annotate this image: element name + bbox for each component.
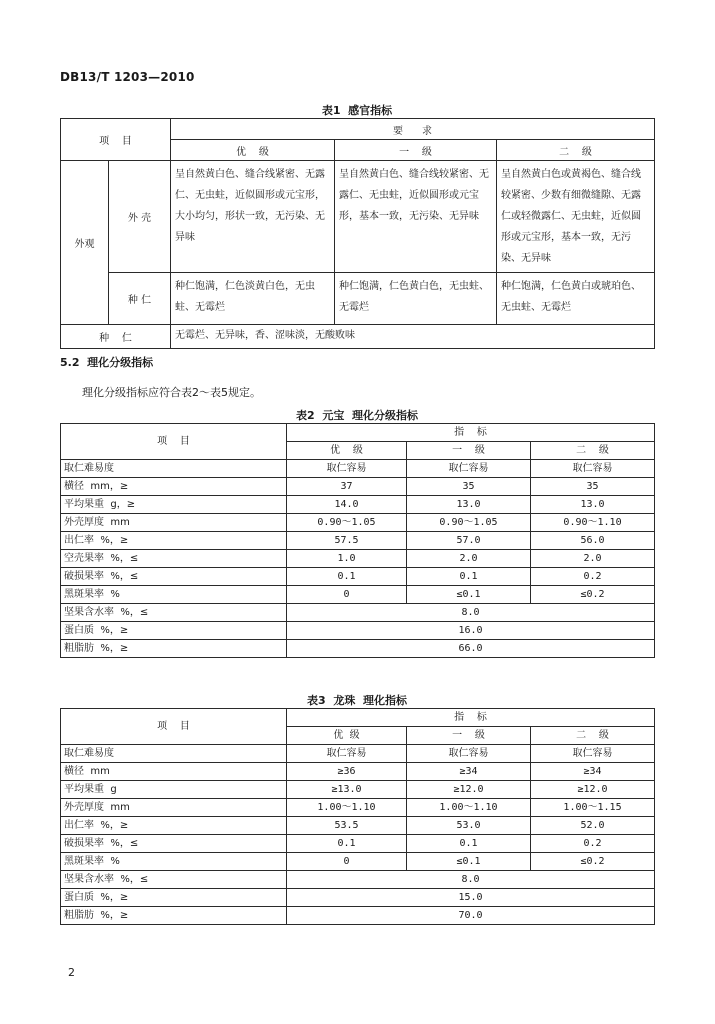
row-name: 黑斑果率 % bbox=[61, 853, 287, 871]
row-value: 53.0 bbox=[407, 817, 531, 835]
table1-cell: 种仁饱满，仁色黄白或琥珀色、无虫蛀、无霉烂 bbox=[497, 273, 655, 325]
table1-kernel-label: 种 仁 bbox=[109, 273, 171, 325]
row-value: 0.1 bbox=[287, 835, 407, 853]
row-value: 1.0 bbox=[287, 550, 407, 568]
table1-caption: 表1 感官指标 bbox=[321, 104, 393, 117]
table-row bbox=[61, 478, 655, 496]
row-value: 0.2 bbox=[531, 835, 655, 853]
row-name: 外壳厚度 mm bbox=[61, 799, 287, 817]
row-name: 粗脂肪 %，≥ bbox=[61, 640, 287, 658]
row-value: 52.0 bbox=[531, 817, 655, 835]
row-value: ≤0.1 bbox=[407, 586, 531, 604]
table1-shell-label: 外 壳 bbox=[109, 161, 171, 273]
table2-grade-header: 一 级 bbox=[407, 442, 531, 460]
row-value: ≥34 bbox=[407, 763, 531, 781]
row-value: 取仁容易 bbox=[531, 745, 655, 763]
table2-item-header: 项 目 bbox=[61, 424, 287, 460]
row-value: ≥13.0 bbox=[287, 781, 407, 799]
table1-item-header: 项 目 bbox=[61, 119, 171, 161]
row-value: ≥34 bbox=[531, 763, 655, 781]
row-value: 2.0 bbox=[407, 550, 531, 568]
row-value: 66.0 bbox=[287, 640, 655, 658]
table1 bbox=[60, 118, 655, 349]
row-value: 1.00～1.15 bbox=[531, 799, 655, 817]
table1-appearance-label: 外观 bbox=[61, 161, 109, 325]
table3-caption: 表3 龙珠 理化指标 bbox=[307, 694, 407, 707]
row-name: 平均果重 g，≥ bbox=[61, 496, 287, 514]
table-row bbox=[61, 907, 655, 925]
table1-grade-header: 优 级 bbox=[171, 140, 335, 161]
table2-grade-header: 二 级 bbox=[531, 442, 655, 460]
table3-index-header: 指 标 bbox=[287, 709, 655, 727]
table1-cell: 呈自然黄白色或黄褐色、缝合线较紧密、少数有细微缝隙、无露仁或轻微露仁、无虫蛀，近似圆形或元宝形，基本一致，无污染、无异味 bbox=[497, 161, 655, 273]
row-value: 8.0 bbox=[287, 871, 655, 889]
row-value: ≥12.0 bbox=[407, 781, 531, 799]
table-row bbox=[61, 853, 655, 871]
table3-grade-header: 优 级 bbox=[287, 727, 407, 745]
standard-number: DB13/T 1203—2010 bbox=[60, 70, 195, 84]
row-value: 56.0 bbox=[531, 532, 655, 550]
row-name: 黑斑果率 % bbox=[61, 586, 287, 604]
row-value: ≤0.2 bbox=[531, 853, 655, 871]
table-row bbox=[61, 817, 655, 835]
row-value: 取仁容易 bbox=[531, 460, 655, 478]
table1-kernel-row-label: 种 仁 bbox=[61, 325, 171, 349]
row-name: 出仁率 %，≥ bbox=[61, 532, 287, 550]
table-row bbox=[61, 640, 655, 658]
row-value: 0.90～1.05 bbox=[407, 514, 531, 532]
row-value: 70.0 bbox=[287, 907, 655, 925]
row-name: 横径 mm，≥ bbox=[61, 478, 287, 496]
table1-cell: 种仁饱满，仁色淡黄白色，无虫蛀、无霉烂 bbox=[171, 273, 335, 325]
table-row bbox=[61, 763, 655, 781]
row-name: 外壳厚度 mm bbox=[61, 514, 287, 532]
row-value: 0 bbox=[287, 853, 407, 871]
row-value: ≤0.2 bbox=[531, 586, 655, 604]
row-name: 粗脂肪 %，≥ bbox=[61, 907, 287, 925]
row-name: 破损果率 %，≤ bbox=[61, 835, 287, 853]
table1-cell: 种仁饱满，仁色黄白色，无虫蛀、无霉烂 bbox=[335, 273, 497, 325]
section-paragraph: 理化分级指标应符合表2～表5规定。 bbox=[82, 386, 261, 399]
row-name: 横径 mm bbox=[61, 763, 287, 781]
row-value: ≥36 bbox=[287, 763, 407, 781]
row-name: 蛋白质 %，≥ bbox=[61, 889, 287, 907]
table2-index-header: 指 标 bbox=[287, 424, 655, 442]
table-row bbox=[61, 532, 655, 550]
section-title: 5.2 理化分级指标 bbox=[60, 356, 154, 369]
row-value: 57.5 bbox=[287, 532, 407, 550]
row-name: 平均果重 g bbox=[61, 781, 287, 799]
table3-grade-header: 二 级 bbox=[531, 727, 655, 745]
row-value: 取仁容易 bbox=[407, 460, 531, 478]
row-value: 0.2 bbox=[531, 568, 655, 586]
row-value: 0.1 bbox=[407, 568, 531, 586]
table1-cell: 呈自然黄白色、缝合线紧密、无露仁、无虫蛀，近似圆形或元宝形，大小均匀，形状一致，无污染、无异味 bbox=[171, 161, 335, 273]
row-value: 16.0 bbox=[287, 622, 655, 640]
row-name: 坚果含水率 %，≤ bbox=[61, 871, 287, 889]
row-value: ≤0.1 bbox=[407, 853, 531, 871]
row-value: 37 bbox=[287, 478, 407, 496]
table2-grade-header: 优 级 bbox=[287, 442, 407, 460]
row-value: 15.0 bbox=[287, 889, 655, 907]
row-value: 0.90～1.10 bbox=[531, 514, 655, 532]
row-value: 取仁容易 bbox=[287, 745, 407, 763]
table-row bbox=[61, 550, 655, 568]
row-value: 1.00～1.10 bbox=[287, 799, 407, 817]
table3-item-header: 项 目 bbox=[61, 709, 287, 745]
row-value: ≥12.0 bbox=[531, 781, 655, 799]
row-value: 2.0 bbox=[531, 550, 655, 568]
table1-kernel-row-text: 无霉烂、无异味，香、涩味淡，无酸败味 bbox=[171, 325, 655, 349]
row-value: 0.1 bbox=[407, 835, 531, 853]
table-row bbox=[61, 799, 655, 817]
table2 bbox=[60, 423, 655, 658]
table-row bbox=[61, 604, 655, 622]
table-row bbox=[61, 496, 655, 514]
table-row bbox=[61, 460, 655, 478]
row-name: 取仁难易度 bbox=[61, 745, 287, 763]
table-row bbox=[61, 871, 655, 889]
table-row bbox=[61, 622, 655, 640]
table3-grade-header: 一 级 bbox=[407, 727, 531, 745]
row-value: 53.5 bbox=[287, 817, 407, 835]
row-value: 0.90～1.05 bbox=[287, 514, 407, 532]
table3 bbox=[60, 708, 655, 925]
table-row bbox=[61, 586, 655, 604]
table-row bbox=[61, 889, 655, 907]
table-row bbox=[61, 781, 655, 799]
row-value: 13.0 bbox=[407, 496, 531, 514]
table1-requirement-header: 要 求 bbox=[171, 119, 655, 140]
table-row bbox=[61, 835, 655, 853]
row-name: 空壳果率 %，≤ bbox=[61, 550, 287, 568]
table1-grade-header: 二 级 bbox=[497, 140, 655, 161]
table1-cell: 呈自然黄白色、缝合线较紧密、无露仁、无虫蛀，近似圆形或元宝形，基本一致，无污染、无异味 bbox=[335, 161, 497, 273]
row-value: 35 bbox=[407, 478, 531, 496]
row-value: 0 bbox=[287, 586, 407, 604]
row-name: 出仁率 %，≥ bbox=[61, 817, 287, 835]
row-name: 取仁难易度 bbox=[61, 460, 287, 478]
page-number: 2 bbox=[68, 966, 75, 979]
row-name: 破损果率 %，≤ bbox=[61, 568, 287, 586]
row-value: 35 bbox=[531, 478, 655, 496]
row-value: 0.1 bbox=[287, 568, 407, 586]
row-value: 取仁容易 bbox=[407, 745, 531, 763]
table-row bbox=[61, 568, 655, 586]
row-value: 取仁容易 bbox=[287, 460, 407, 478]
table1-grade-header: 一 级 bbox=[335, 140, 497, 161]
row-value: 57.0 bbox=[407, 532, 531, 550]
row-value: 1.00～1.10 bbox=[407, 799, 531, 817]
row-name: 坚果含水率 %，≤ bbox=[61, 604, 287, 622]
table-row bbox=[61, 745, 655, 763]
row-value: 13.0 bbox=[531, 496, 655, 514]
table-row bbox=[61, 514, 655, 532]
row-name: 蛋白质 %，≥ bbox=[61, 622, 287, 640]
row-value: 8.0 bbox=[287, 604, 655, 622]
row-value: 14.0 bbox=[287, 496, 407, 514]
table2-caption: 表2 元宝 理化分级指标 bbox=[296, 409, 418, 422]
